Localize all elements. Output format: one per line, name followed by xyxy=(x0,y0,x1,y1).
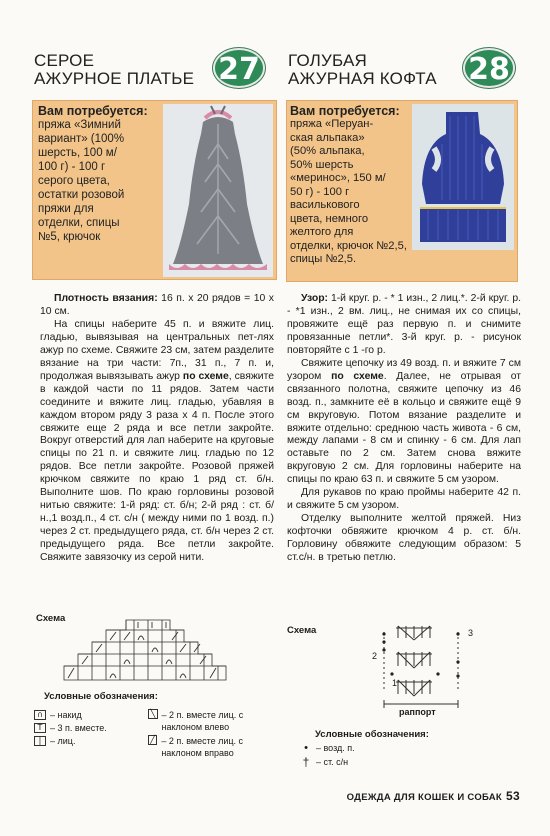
right-title-line1: ГОЛУБАЯ xyxy=(288,51,368,70)
right-crochet-chart xyxy=(368,622,478,710)
legend-row-left-decrease xyxy=(148,709,276,733)
right-paragraph-1-rest: . Далее, не отрывая от связанного полотна, свяжите цепочку из 46 возд. п., замкните её в кольцо и свяжите ещё 9 см вкруговую. Потом вязание разделите и вяжите отдельно: среднюю часть живота - 6 см, между лапами - 8 см и спинку - 6 см. Для лап оставьте по 2 см. Затем снова вяжите вкруговую 2 см. Для горловины наберите на спицы по краю 63 п. и свяжите 5 см узором. xyxy=(287,370,522,486)
left-materials-line: шерсть, 100 м/ xyxy=(38,147,117,159)
right-scheme-label: Схема xyxy=(287,625,317,636)
blue-sweater-illustration xyxy=(412,104,514,250)
legend-row-yarn-over xyxy=(34,709,82,721)
left-knitting-chart xyxy=(60,618,238,688)
right-paragraph-1: Свяжите цепочку из 49 возд. п. и вяжите 7 см узором xyxy=(287,357,521,382)
right-materials-line: спицы №2,5. xyxy=(290,253,357,265)
left-scheme-ref: по схеме xyxy=(182,370,229,382)
legend-row-three-together xyxy=(34,722,107,734)
right-legend-title: Условные обозначения: xyxy=(315,729,429,740)
footer-section: ОДЕЖДА ДЛЯ КОШЕК И СОБАК xyxy=(346,792,503,803)
right-materials-line: ская альпака» xyxy=(290,131,365,144)
left-paragraph-1: На спицы наберите 45 п. и вяжите лиц. гладью, вывязывая на центральных пет-лях ажур по схеме. Свяжите 23 см, затем разделите вязание на три части: 7п., 31 п., 7 п. и, продолжая вывязывать ажур xyxy=(40,318,274,382)
left-materials-line: вариант» (100% xyxy=(38,133,125,145)
legend-text: – накид xyxy=(50,710,82,720)
left-title xyxy=(34,52,194,88)
right-slant-decrease-icon: ╱ xyxy=(148,735,157,745)
legend-text: – 2 п. вместе лиц. с наклоном вправо xyxy=(161,736,244,758)
right-materials-line: 50% шерсть xyxy=(290,158,354,171)
right-paragraph-3: Отделку выполните желтой пряжей. Низ кофточки обвяжите крючком 4 р. ст. б/н. Горловину обвяжите следующим образом: 5 ст.с/н. в третью петлю. xyxy=(287,513,521,564)
three-together-icon: Т xyxy=(34,723,46,733)
right-materials-line: 50 г) - 100 г xyxy=(290,185,350,198)
right-materials-line: пряжа «Перуан- xyxy=(290,118,374,130)
right-instructions xyxy=(287,293,521,565)
right-materials-line: (50% альпака, xyxy=(290,145,365,157)
left-materials-line: пряжа «Зимний xyxy=(38,119,121,131)
chain-stitch-icon: • xyxy=(304,742,308,754)
blue-sweater-photo xyxy=(412,104,514,250)
yarn-over-icon: ∩ xyxy=(34,710,46,720)
pattern-label: Узор: xyxy=(301,293,329,304)
legend-row-knit xyxy=(34,735,75,747)
right-materials-line: василькового xyxy=(290,199,360,211)
legend-text: – лиц. xyxy=(50,736,76,746)
rapport-label: раппорт xyxy=(399,707,436,717)
left-title-line1: СЕРОЕ xyxy=(34,51,95,70)
legend-row-chain xyxy=(300,742,355,754)
right-materials-header: Вам потребуется: xyxy=(290,104,400,118)
right-title-line2: АЖУРНАЯ КОФТА xyxy=(288,69,437,88)
legend-row-double-crochet xyxy=(300,755,348,769)
left-materials-line: пряжи для xyxy=(38,203,94,215)
gray-dress-illustration xyxy=(163,104,273,277)
right-materials-line: желтого для xyxy=(290,226,354,238)
left-materials-line: серого цвета, xyxy=(38,175,110,187)
gauge-label: Плотность вязания: xyxy=(54,293,158,304)
left-materials-header: Вам потребуется: xyxy=(38,104,148,118)
legend-row-right-decrease xyxy=(148,735,276,759)
right-title xyxy=(288,52,437,88)
right-paragraph-2: Для рукавов по краю проймы наберите 42 п. и свяжите 5 см узором. xyxy=(287,487,521,512)
legend-text: – ст. с/н xyxy=(316,757,349,767)
gray-dress-photo xyxy=(163,104,273,277)
page-footer xyxy=(308,789,520,803)
row-number-3: 3 xyxy=(468,628,474,638)
left-materials-line: №5, крючок xyxy=(38,231,101,243)
right-materials-line: цвета, немного xyxy=(290,212,369,225)
left-slant-decrease-icon: ╲ xyxy=(148,709,158,719)
page-number: 53 xyxy=(506,789,520,803)
right-materials-line: «меринос», 150 м/ xyxy=(290,172,386,184)
legend-text: – 3 п. вместе. xyxy=(50,723,107,733)
double-crochet-icon: † xyxy=(302,755,310,769)
left-materials-line: 100 г) - 100 г xyxy=(38,161,106,173)
pattern-text: 1-й круг. р. - * 1 изн., 2 лиц.*. 2-й круг. р. - *1 изн., 2 вм. лиц., не снимая их со спицы, провяжите ещё раз первую п. и снимите провязанные петли*. 3-й круг. р. - рисунок повторяйте с 1 -го р. xyxy=(287,293,521,356)
left-instructions xyxy=(40,293,274,565)
row-number-2: 2 xyxy=(372,651,378,661)
left-paragraph-1-rest: , свяжите в каждой части по 11 рядов. Затем части соедините и вяжите лиц. гладью, убавляя в каждом втором ряду 3 раза х 4 п. После этого свяжите еще 2 ряда и все петли закройте. Вокруг отверстий для лап наберите на круговые спицы по 21 п. и свяжите лиц. гладью по 12 рядов. Все петли закройте. Розовой пряжей крючком свяжите по краю 1 ряд ст. б/н. Выполните шов. По краю горловины розовой нитью свяжите: 1-й ряд: ст. б/н; 2-й ряд : ст. б/н.,1 возд.п., 4 ст. с/н ( между ними по 1 возд. п.) через 2 ст. предыдущего ряда, ст. б/н через 2 ст. предыдущего ряда. Все петли закройте. Свяжите завязочку из серой нити. xyxy=(40,370,274,564)
right-number-badge: 28 xyxy=(463,48,515,88)
left-scheme-label: Схема xyxy=(36,613,66,624)
left-number-badge: 27 xyxy=(213,48,265,88)
left-title-line2: АЖУРНОЕ ПЛАТЬЕ xyxy=(34,69,195,88)
legend-text: – 2 п. вместе лиц. с наклоном влево xyxy=(161,710,244,732)
left-materials xyxy=(38,104,166,244)
left-materials-line: отделки, спицы xyxy=(38,217,120,229)
legend-text: – возд. п. xyxy=(316,743,355,753)
left-materials-line: остатки розовой xyxy=(38,189,125,201)
gauge-text: 16 п. х 20 рядов = 10 х 10 см. xyxy=(40,293,275,317)
right-materials-line: отделки, крючок №2,5, xyxy=(290,239,407,252)
knit-stitch-icon: | xyxy=(34,736,46,746)
row-number-1: 1 xyxy=(392,678,398,688)
right-scheme-ref: по схеме xyxy=(331,370,384,382)
left-legend-title: Условные обозначения: xyxy=(44,691,158,702)
